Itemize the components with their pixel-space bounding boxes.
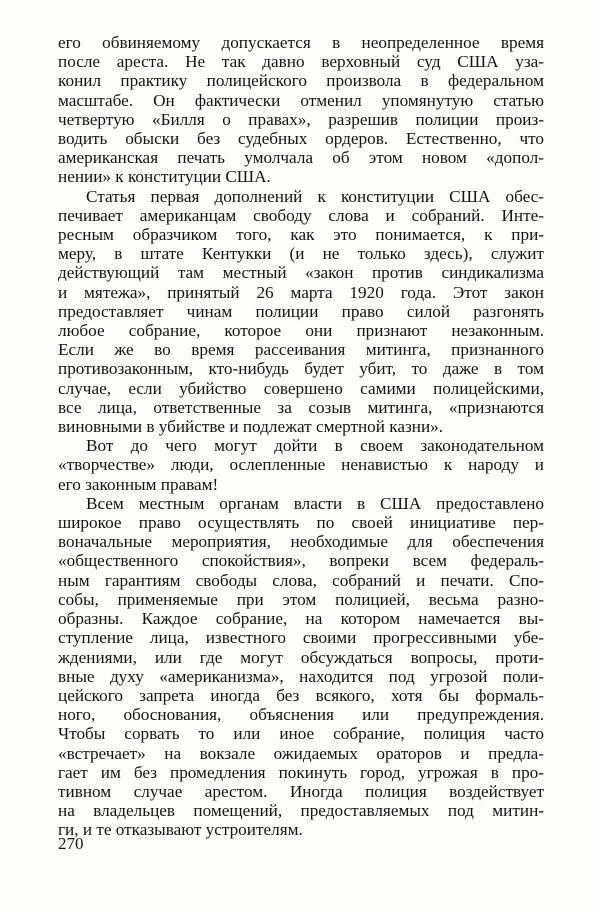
paragraph-2 xyxy=(58,187,544,437)
text-line: ступление лица, известного своими прогрессивными убе- xyxy=(58,628,544,648)
paragraph-1 xyxy=(58,33,544,187)
text-line: собы, применяемые при этом полицией, весьма разно- xyxy=(58,589,544,609)
text-line: Статья первая дополнений к конституции США обес- xyxy=(86,186,544,206)
text-line: случае, если убийство совершено самими полицейскими, xyxy=(58,378,544,398)
body-text xyxy=(58,33,544,840)
text-line: цейского запрета иногда без всякого, хотя бы формаль- xyxy=(58,685,544,705)
text-line: после ареста. Не так давно верховный суд США уза- xyxy=(58,52,544,72)
text-line: меру, в штате Кентукки (и не только здесь), служит xyxy=(58,244,544,264)
text-line: американская печать умолчала об этом новом «допол- xyxy=(58,148,544,168)
paragraph-4 xyxy=(58,494,544,840)
text-line: вные духу «американизма», находится под угрозой поли- xyxy=(58,666,544,686)
page-number: 270 xyxy=(58,834,84,853)
text-line: ги, и те отказывают устроителям. xyxy=(58,820,303,840)
text-line: нении» к конституции США. xyxy=(58,167,271,187)
text-line: противозаконным, кто-нибудь будет убит, то даже в том xyxy=(58,359,544,379)
text-line: все лица, ответственные за созыв митинга, «признаются xyxy=(58,397,544,417)
text-line: его законным правам! xyxy=(58,474,219,494)
text-line: виновными в убийстве и подлежат смертной казни». xyxy=(58,417,444,437)
text-line: и мятежа», принятый 26 марта 1920 года. Этот закон xyxy=(58,282,544,302)
text-line: Если же во время рассеивания митинга, признанного xyxy=(58,340,544,360)
text-line: ного, обоснования, объяснения или предупреждения. xyxy=(58,705,544,725)
text-line: воначальные мероприятия, необходимые для обеспечения xyxy=(58,532,544,552)
text-line: Всем местным органам власти в США предоставлено xyxy=(86,493,544,513)
text-line: конил практику полицейского произвола в федеральном xyxy=(58,71,544,91)
text-line: широкое право осуществлять по своей инициативе пер- xyxy=(58,513,544,533)
text-line: тивном случае арестом. Иногда полиция воздействует xyxy=(58,781,544,801)
text-line: масштабе. Он фактически отменил упомянутую статью xyxy=(58,90,544,110)
text-line: любое собрание, которое они признают незаконным. xyxy=(58,321,544,341)
text-line: ресным образчиком того, как это понимается, к при- xyxy=(58,225,544,245)
text-line: Вот до чего могут дойти в своем законодательном xyxy=(86,436,544,456)
text-line: водить обыски без судебных ордеров. Естественно, что xyxy=(58,129,544,149)
text-line: образны. Каждое собрание, на котором намечается вы- xyxy=(58,609,544,629)
text-line: ждениями, или где могут обсуждаться вопросы, проти- xyxy=(58,647,544,667)
text-line: Чтобы сорвать то или иное собрание, полиция часто xyxy=(58,724,544,744)
text-line: «общественного спокойствия», вопреки всем федераль- xyxy=(58,551,544,571)
text-line: на владельцев помещений, предоставляемых под митин- xyxy=(58,801,544,821)
text-line: четвертую «Билля о правах», разрешив полиции произ- xyxy=(58,109,544,129)
text-line: «творчестве» люди, ослепленные ненавистью к народу и xyxy=(58,455,544,475)
text-line: ным гарантиям свободы слова, собраний и печати. Спо- xyxy=(58,570,544,590)
text-line: гает им без промедления покинуть город, угрожая в про- xyxy=(58,762,544,782)
text-line: предоставляет чинам полиции право силой разгонять xyxy=(58,301,544,321)
text-line: его обвиняемому допускается в неопределенное время xyxy=(58,33,544,52)
text-line: печивает американцам свободу слова и собраний. Инте- xyxy=(58,205,544,225)
paragraph-3 xyxy=(58,436,544,494)
text-line: действующий там местный «закон против синдикализма xyxy=(58,263,544,283)
text-line: «встречает» на вокзале ожидаемых ораторов и предла- xyxy=(58,743,544,763)
